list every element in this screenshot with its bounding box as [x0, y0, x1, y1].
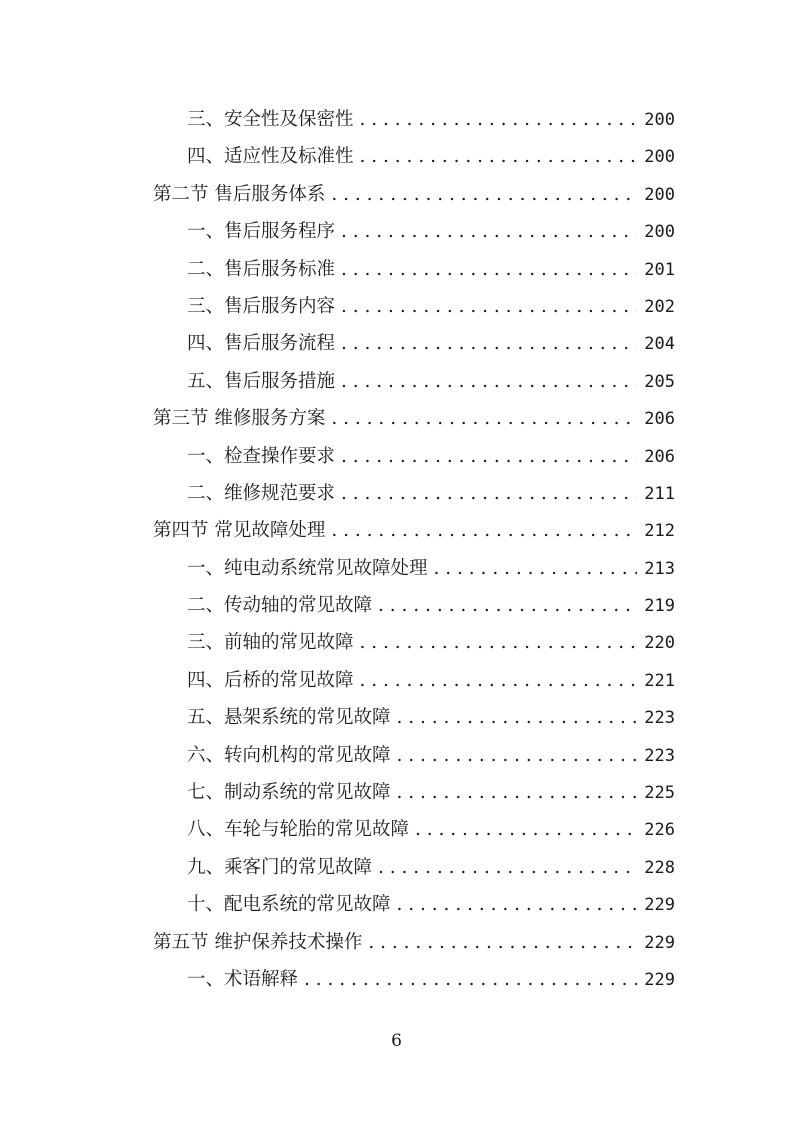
- toc-leader-dots: [360, 138, 637, 175]
- toc-entry-label: 六、转向机构的常见故障: [187, 744, 391, 766]
- toc-entry-label: 二、售后服务标准: [187, 258, 336, 280]
- toc-entry-page: 200: [644, 222, 675, 243]
- table-of-contents: [153, 101, 675, 998]
- toc-entry[interactable]: [153, 624, 675, 661]
- toc-entry-label: 三、前轴的常见故障: [187, 632, 354, 654]
- toc-entry-page: 200: [644, 184, 675, 205]
- toc-entry-label: 一、术语解释: [187, 968, 299, 990]
- toc-entry-page: 220: [644, 633, 675, 654]
- toc-leader-dots: [341, 251, 637, 288]
- toc-entry[interactable]: [153, 213, 675, 250]
- toc-entry[interactable]: [153, 737, 675, 774]
- toc-leader-dots: [341, 363, 637, 400]
- toc-entry-page: 228: [644, 857, 675, 878]
- toc-entry[interactable]: [153, 550, 675, 587]
- toc-leader-dots: [415, 811, 637, 848]
- toc-entry-page: 206: [644, 409, 675, 430]
- toc-leader-dots: [397, 774, 637, 811]
- toc-entry-page: 229: [644, 932, 675, 953]
- toc-entry-page: 200: [644, 110, 675, 130]
- toc-leader-dots: [378, 849, 637, 886]
- toc-entry-page: 201: [644, 259, 675, 280]
- toc-entry[interactable]: [153, 774, 675, 811]
- toc-entry-label: 三、安全性及保密性: [187, 109, 354, 130]
- toc-entry-label: 第二节 售后服务体系: [153, 183, 326, 205]
- toc-leader-dots: [397, 699, 637, 736]
- toc-entry-page: 223: [644, 745, 675, 766]
- toc-entry-page: 205: [644, 371, 675, 392]
- toc-entry[interactable]: [153, 138, 675, 175]
- toc-leader-dots: [368, 924, 637, 961]
- toc-leader-dots: [341, 213, 637, 250]
- toc-entry[interactable]: [153, 325, 675, 362]
- toc-entry-page: 202: [644, 296, 675, 317]
- toc-entry[interactable]: [153, 363, 675, 400]
- toc-leader-dots: [341, 438, 637, 475]
- toc-entry-label: 第四节 常见故障处理: [153, 520, 326, 542]
- toc-entry-label: 七、制动系统的常见故障: [187, 782, 391, 804]
- toc-entry-page: 229: [644, 969, 675, 990]
- toc-entry-label: 一、检查操作要求: [187, 445, 336, 467]
- toc-entry[interactable]: [153, 961, 675, 998]
- toc-leader-dots: [434, 550, 637, 587]
- toc-leader-dots: [331, 512, 637, 549]
- toc-leader-dots: [397, 737, 637, 774]
- toc-entry-page: 226: [644, 820, 675, 841]
- toc-entry[interactable]: [153, 400, 675, 437]
- toc-entry[interactable]: [153, 811, 675, 848]
- toc-entry[interactable]: [153, 699, 675, 736]
- toc-entry-page: 206: [644, 446, 675, 467]
- page-number: 6: [391, 1031, 402, 1051]
- toc-entry-page: 204: [644, 334, 675, 355]
- toc-entry-label: 四、适应性及标准性: [187, 146, 354, 168]
- toc-entry[interactable]: [153, 101, 675, 138]
- toc-leader-dots: [341, 475, 637, 512]
- toc-entry[interactable]: [153, 924, 675, 961]
- toc-entry-label: 二、传动轴的常见故障: [187, 595, 373, 617]
- toc-leader-dots: [304, 961, 637, 998]
- toc-leader-dots: [360, 624, 637, 661]
- toc-entry-label: 十、配电系统的常见故障: [187, 894, 391, 916]
- toc-entry[interactable]: [153, 251, 675, 288]
- toc-entry-label: 九、乘客门的常见故障: [187, 856, 373, 878]
- toc-entry[interactable]: [153, 438, 675, 475]
- toc-entry-label: 一、售后服务程序: [187, 221, 336, 243]
- toc-entry[interactable]: [153, 587, 675, 624]
- toc-entry-label: 五、悬架系统的常见故障: [187, 707, 391, 729]
- toc-entry-page: 200: [644, 147, 675, 168]
- toc-entry-label: 二、维修规范要求: [187, 482, 336, 504]
- toc-entry-page: 225: [644, 783, 675, 804]
- toc-entry[interactable]: [153, 849, 675, 886]
- toc-entry-page: 212: [644, 521, 675, 542]
- toc-leader-dots: [331, 400, 637, 437]
- toc-entry-label: 四、后桥的常见故障: [187, 669, 354, 691]
- toc-entry[interactable]: [153, 288, 675, 325]
- toc-entry-page: 221: [644, 670, 675, 691]
- toc-leader-dots: [378, 587, 637, 624]
- toc-entry[interactable]: [153, 176, 675, 213]
- toc-leader-dots: [341, 288, 637, 325]
- toc-entry[interactable]: [153, 662, 675, 699]
- toc-leader-dots: [331, 176, 637, 213]
- toc-entry-page: 211: [644, 483, 675, 504]
- toc-entry-label: 第五节 维护保养技术操作: [153, 931, 363, 953]
- toc-entry-page: 223: [644, 708, 675, 729]
- toc-entry[interactable]: [153, 475, 675, 512]
- toc-leader-dots: [360, 662, 637, 699]
- toc-leader-dots: [341, 325, 637, 362]
- toc-leader-dots: [360, 101, 637, 138]
- toc-entry-label: 五、售后服务措施: [187, 370, 336, 392]
- toc-leader-dots: [397, 886, 637, 923]
- toc-entry[interactable]: [153, 512, 675, 549]
- toc-entry-label: 第三节 维修服务方案: [153, 408, 326, 430]
- toc-entry-page: 213: [644, 558, 675, 579]
- toc-entry-page: 229: [644, 895, 675, 916]
- toc-entry-label: 八、车轮与轮胎的常见故障: [187, 819, 410, 841]
- toc-entry-label: 一、纯电动系统常见故障处理: [187, 557, 428, 579]
- toc-entry[interactable]: [153, 886, 675, 923]
- toc-entry-label: 四、售后服务流程: [187, 333, 336, 355]
- toc-entry-label: 三、售后服务内容: [187, 295, 336, 317]
- toc-entry-page: 219: [644, 596, 675, 617]
